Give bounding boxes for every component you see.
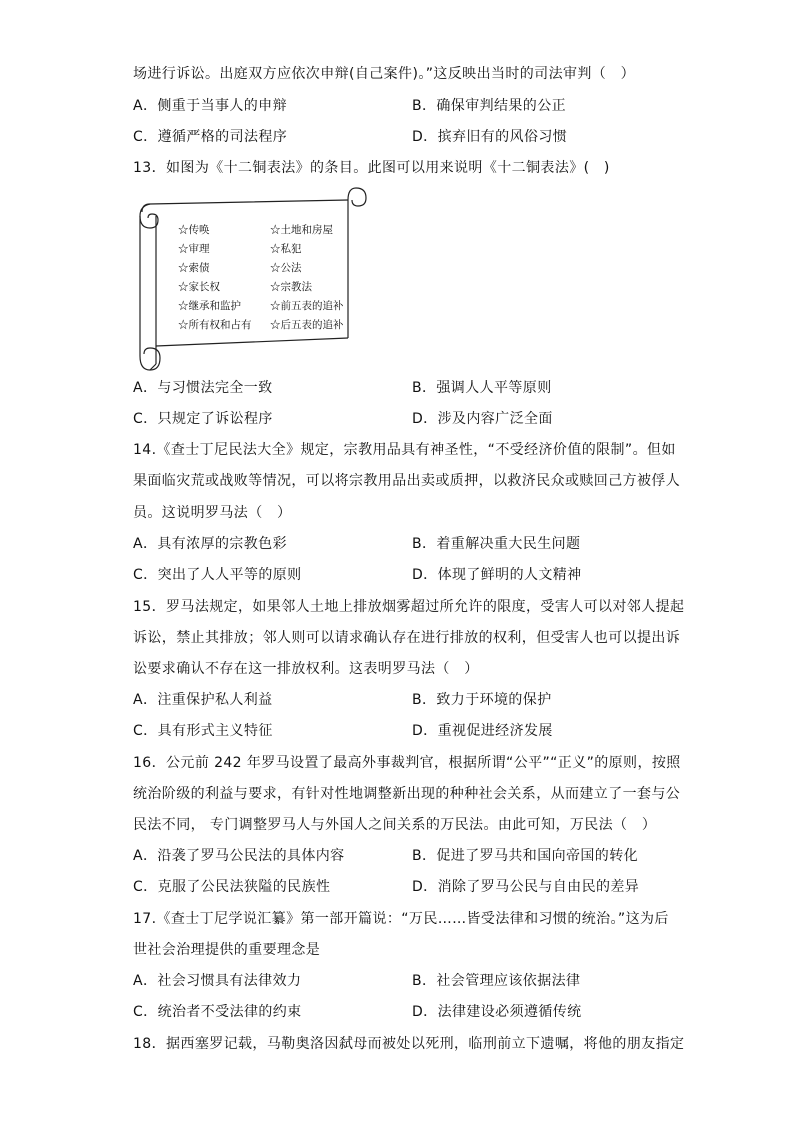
q16-option-c[interactable]: C．克服了公民法狭隘的民族性 bbox=[133, 879, 331, 895]
scroll-item-left-1: ☆传唤 bbox=[178, 224, 210, 236]
q16-stem-line-1: 16．公元前 242 年罗马设置了最高外事裁判官，根据所谓“公平”“正义”的原则，按照 bbox=[133, 755, 681, 771]
q15-stem-line-3: 讼要求确认不存在这一排放权利。这表明罗马法（ ） bbox=[133, 661, 479, 677]
q14-stem-line-2: 果面临灾荒或战败等情况，可以将宗教用品出卖或质押，以救济民众或赎回己方被俘人 bbox=[133, 473, 681, 489]
q17-option-a[interactable]: A．社会习惯具有法律效力 bbox=[133, 973, 302, 989]
q13-option-d[interactable]: D．涉及内容广泛全面 bbox=[412, 411, 553, 427]
q17-stem-line-2: 世社会治理提供的重要理念是 bbox=[133, 942, 321, 958]
q13-option-a[interactable]: A．与习惯法完全一致 bbox=[133, 380, 273, 396]
scroll-item-left-4: ☆家长权 bbox=[178, 281, 220, 293]
q16-option-b[interactable]: B．促进了罗马共和国向帝国的转化 bbox=[412, 848, 639, 864]
q14-option-a[interactable]: A．具有浓厚的宗教色彩 bbox=[133, 536, 287, 552]
q17-option-c[interactable]: C．统治者不受法律的约束 bbox=[133, 1004, 302, 1020]
scroll-item-right-2: ☆私犯 bbox=[270, 243, 302, 255]
q17-stem-line-1: 17.《查士丁尼学说汇纂》第一部开篇说：“万民……皆受法律和习惯的统治。”这为后 bbox=[133, 911, 669, 927]
scroll-item-right-3: ☆公法 bbox=[270, 262, 302, 274]
q12-option-c[interactable]: C．遵循严格的司法程序 bbox=[133, 129, 288, 145]
q15-stem-line-1: 15．罗马法规定，如果邻人土地上排放烟雾超过所允许的限度，受害人可以对邻人提起 bbox=[133, 599, 685, 615]
q15-option-a[interactable]: A．注重保护私人利益 bbox=[133, 692, 273, 708]
scroll-item-right-1: ☆土地和房屋 bbox=[270, 224, 333, 236]
q13-option-b[interactable]: B．强调人人平等原则 bbox=[412, 380, 552, 396]
q15-option-d[interactable]: D．重视促进经济发展 bbox=[412, 723, 553, 739]
scroll-item-left-3: ☆索债 bbox=[178, 262, 210, 274]
twelve-tables-scroll-figure bbox=[136, 186, 368, 372]
scroll-item-left-2: ☆审理 bbox=[178, 243, 210, 255]
scroll-item-left-5: ☆继承和监护 bbox=[178, 300, 241, 312]
q16-stem-line-3: 民法不同， 专门调整罗马人与外国人之间关系的万民法。由此可知，万民法（ ） bbox=[133, 817, 657, 833]
q14-option-b[interactable]: B．着重解决重大民生问题 bbox=[412, 536, 581, 552]
scroll-item-left-6: ☆所有权和占有 bbox=[178, 319, 252, 331]
q12-option-a[interactable]: A．侧重于当事人的申辩 bbox=[133, 98, 287, 114]
scroll-item-right-4: ☆宗教法 bbox=[270, 281, 312, 293]
q14-option-c[interactable]: C．突出了人人平等的原则 bbox=[133, 567, 302, 583]
q14-stem-line-1: 14.《查士丁尼民法大全》规定，宗教用品具有神圣性，“不受经济价值的限制”。但如 bbox=[133, 442, 676, 458]
q17-option-d[interactable]: D．法律建设必须遵循传统 bbox=[412, 1004, 582, 1020]
scroll-item-right-6: ☆后五表的追补 bbox=[270, 319, 344, 331]
q12-option-d[interactable]: D．摈弃旧有的风俗习惯 bbox=[412, 129, 568, 145]
q14-option-d[interactable]: D．体现了鲜明的人文精神 bbox=[412, 567, 582, 583]
q12-option-b[interactable]: B．确保审判结果的公正 bbox=[412, 98, 567, 114]
q14-stem-line-3: 员。这说明罗马法（ ） bbox=[133, 505, 292, 521]
q13-stem: 13．如图为《十二铜表法》的条目。此图可以用来说明《十二铜表法》( ) bbox=[133, 160, 610, 176]
q15-option-c[interactable]: C．具有形式主义特征 bbox=[133, 723, 273, 739]
q12-stem-end: 场进行诉讼。出庭双方应依次申辩(自己案件)。”这反映出当时的司法审判（ ） bbox=[133, 66, 635, 82]
q15-stem-line-2: 诉讼，禁止其排放；邻人则可以请求确认存在进行排放的权利，但受害人也可以提出诉 bbox=[133, 630, 681, 646]
scroll-item-right-5: ☆前五表的追补 bbox=[270, 300, 344, 312]
q18-stem-line-1: 18．据西塞罗记载，马勒奥洛因弑母而被处以死刑，临刑前立下遗嘱，将他的朋友指定 bbox=[133, 1036, 685, 1052]
q16-option-a[interactable]: A．沿袭了罗马公民法的具体内容 bbox=[133, 848, 345, 864]
q16-stem-line-2: 统治阶级的利益与要求，有针对性地调整新出现的种种社会关系，从而建立了一套与公 bbox=[133, 786, 681, 802]
q17-option-b[interactable]: B．社会管理应该依据法律 bbox=[412, 973, 581, 989]
scroll-icon bbox=[136, 186, 368, 372]
q15-option-b[interactable]: B．致力于环境的保护 bbox=[412, 692, 552, 708]
q13-option-c[interactable]: C．只规定了诉讼程序 bbox=[133, 411, 273, 427]
q16-option-d[interactable]: D．消除了罗马公民与自由民的差异 bbox=[412, 879, 640, 895]
